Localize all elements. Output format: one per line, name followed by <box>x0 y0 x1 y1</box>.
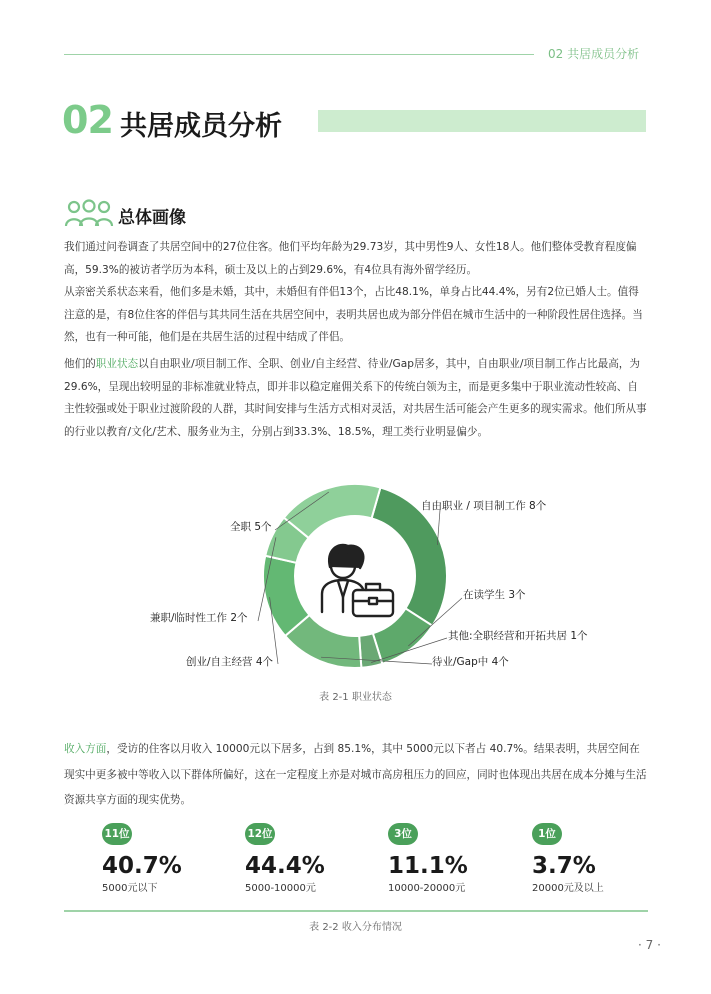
occupation-donut-chart <box>0 480 711 710</box>
income-percent: 40.7% <box>102 853 182 879</box>
page-number: · 7 · <box>638 938 661 952</box>
slice-label-freelance: 自由职业 / 项目制工作 8个 <box>421 500 547 512</box>
section-title: 总体画像 <box>118 208 186 228</box>
income-range: 20000元及以上 <box>532 883 604 894</box>
income-caption: 表 2-2 收入分布情况 <box>309 922 402 933</box>
income-rank-badge: 3位 <box>388 823 418 845</box>
paragraph-occupation-body: 以自由职业/项目制工作、全职、创业/自主经营、待业/Gap居多，其中，自由职业/项目制工作占比最高，为29.6%，呈现出较明显的非标准就业特点，即并非以稳定雇佣关系下的传统白领为主，而是更多集中于职业流动性较高、自主性较强或处于职业过渡阶段的人群，其时间安排与生活方式相对灵活，对共居生活可能会产生更多的现实需求。他们所从事的行业以教育/文化/艺术、服务业为主，分别占到33.3%、18.5%，理工类行业明显偏少。 <box>64 358 647 438</box>
slice-label-parttime: 兼职/临时性工作 2个 <box>150 612 248 624</box>
worker-with-briefcase-icon <box>322 545 393 616</box>
income-percent: 3.7% <box>532 853 596 879</box>
paragraph-occupation-pre: 他们的 <box>64 358 96 370</box>
income-range: 10000-20000元 <box>388 883 466 894</box>
income-percent: 44.4% <box>245 853 325 879</box>
slice-label-startup: 创业/自主经营 4个 <box>186 656 274 668</box>
slice-label-fulltime: 全职 5个 <box>230 521 272 533</box>
income-rank-badge: 11位 <box>102 823 132 845</box>
people-group-icon <box>64 198 114 228</box>
occupation-highlight: 职业状态 <box>95 358 139 370</box>
income-stat <box>532 822 662 894</box>
income-rank-badge: 1位 <box>532 823 562 845</box>
paragraph-income <box>64 737 648 814</box>
income-rank-badge: 12位 <box>245 823 275 845</box>
chapter-title: 共居成员分析 <box>120 111 282 142</box>
income-stat <box>102 822 232 894</box>
income-stat <box>245 822 375 894</box>
slice-fulltime <box>284 484 381 538</box>
paragraph-overview: 我们通过问卷调查了共居空间中的27位住客。他们平均年龄为29.73岁，其中男性9人、女性18人。他们整体受教育程度偏高，59.3%的被访者学历为本科，硕士及以上的占到29.6%，有4位具有海外留学经历。 <box>64 241 637 276</box>
slice-label-other: 其他:全职经营和开拓共居 1个 <box>448 630 588 642</box>
income-divider <box>64 910 648 912</box>
chapter-number: 02 <box>62 98 113 142</box>
income-range: 5000元以下 <box>102 883 158 894</box>
slice-label-gap: 待业/Gap中 4个 <box>432 656 509 668</box>
donut-svg <box>0 480 711 710</box>
header-section-label: 02 共居成员分析 <box>548 47 640 61</box>
slice-label-student: 在读学生 3个 <box>463 589 526 601</box>
paragraph-income-body: ，受访的住客以月收入 10000元以下居多，占到 85.1%，其中 5000元以下者占 40.7%。结果表明，共居空间在现实中更多被中等收入以下群体所偏好，这在一定程度上亦是对城市高房租压力的回应，同时也体现出共居在成本分摊与生活资源共享方面的现实优势。 <box>64 743 647 806</box>
chapter-title-bar <box>318 110 646 132</box>
income-highlight: 收入方面 <box>64 743 107 755</box>
chart-caption: 表 2-1 职业状态 <box>319 692 392 703</box>
paragraph-occupation <box>64 353 648 443</box>
income-stat <box>388 822 518 894</box>
header-rule <box>64 54 534 55</box>
paragraph-relationship: 从亲密关系状态来看，他们多是未婚，其中，未婚但有伴侣13个，占比48.1%，单身占比44.4%，另有2位已婚人士。值得注意的是，有8位住客的伴侣与其共同生活在共居空间中，表明共居也成为部分伴侣在城市生活中的一种阶段性居住选择。当然，也有一种可能，他们是在共居生活的过程中结成了伴侣。 <box>64 286 643 343</box>
income-range: 5000-10000元 <box>245 883 316 894</box>
income-percent: 11.1% <box>388 853 468 879</box>
